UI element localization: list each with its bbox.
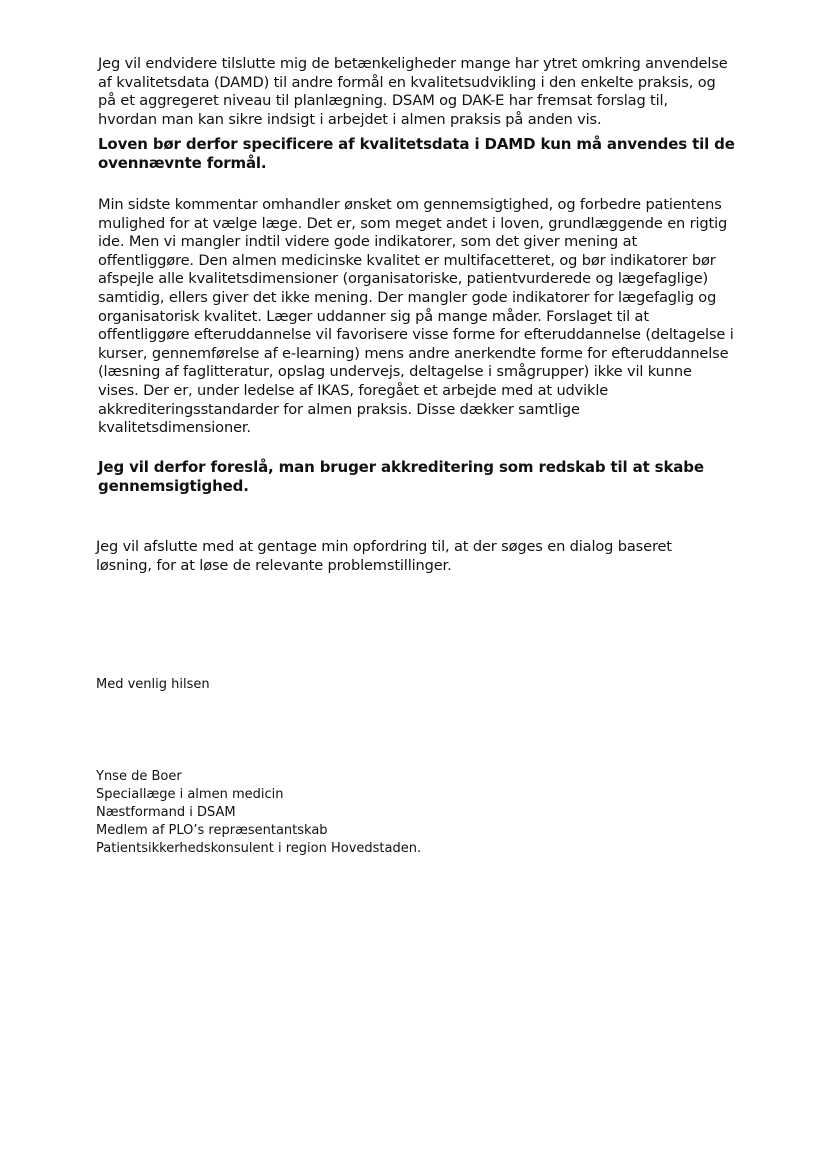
signature-block: [96, 768, 421, 858]
signer-membership: Medlem af PLO’s repræsentantskab: [96, 823, 328, 838]
signer-title: Speciallæge i almen medicin: [96, 787, 284, 802]
emphasis-law-specification: [98, 135, 758, 173]
text-line: vises. Der er, under ledelse af IKAS, foregået et arbejde med at udvikle: [98, 381, 609, 399]
emphasis-accreditation-proposal: [98, 458, 758, 496]
paragraph-transparency: [98, 196, 758, 438]
text-line: samtidig, ellers giver det ikke mening. Der mangler gode indikatorer for lægefaglig og: [98, 288, 717, 306]
text-line: akkrediteringsstandarder for almen praksis. Disse dækker samtlige: [98, 400, 580, 418]
text-line: kurser, gennemførelse af e-learning) mens andre anerkendte forme for efteruddannelse: [98, 344, 729, 362]
closing-greeting: [96, 676, 210, 694]
text-line: mulighed for at vælge læge. Det er, som meget andet i loven, grundlæggende en rigtig: [98, 214, 728, 232]
text-line: gennemsigtighed.: [98, 477, 249, 495]
text-line: Med venlig hilsen: [96, 677, 210, 692]
text-line: Loven bør derfor specificere af kvalitetsdata i DAMD kun må anvendes til de: [98, 135, 735, 153]
text-line: ovennævnte formål.: [98, 154, 267, 172]
text-line: ide. Men vi mangler indtil videre gode indikatorer, som det giver mening at: [98, 233, 638, 251]
signer-role: Næstformand i DSAM: [96, 805, 236, 820]
text-line: kvalitetsdimensioner.: [98, 419, 251, 437]
text-line: afspejle alle kvalitetsdimensioner (organisatoriske, patientvurderede og lægefaglige): [98, 270, 709, 288]
text-line: på et aggregeret niveau til planlægning. DSAM og DAK-E har fremsat forslag til,: [98, 92, 668, 110]
text-line: offentliggøre efteruddannelse vil favorisere visse forme for efteruddannelse (deltagelse i: [98, 326, 734, 344]
text-line: organisatorisk kvalitet. Læger uddanner sig på mange måder. Forslaget til at: [98, 307, 649, 325]
text-line: af kvalitetsdata (DAMD) til andre formål en kvalitetsudvikling i den enkelte praksis, og: [98, 73, 716, 91]
text-line: Jeg vil afslutte med at gentage min opfordring til, at der søges en dialog baseret: [96, 538, 672, 555]
text-line: offentliggøre. Den almen medicinske kvalitet er multifacetteret, og bør indikatorer bør: [98, 251, 716, 269]
text-line: (læsning af faglitteratur, opslag undervejs, deltagelse i smågrupper) ikke vil kunne: [98, 363, 692, 381]
signer-name: Ynse de Boer: [96, 769, 182, 784]
paragraph-dialog-request: [96, 538, 756, 575]
text-line: Min sidste kommentar omhandler ønsket om gennemsigtighed, og forbedre patientens: [98, 196, 722, 213]
text-line: løsning, for at løse de relevante problemstillinger.: [96, 556, 452, 574]
text-line: Jeg vil derfor foreslå, man bruger akkreditering som redskab til at skabe: [98, 458, 704, 476]
text-line: Jeg vil endvidere tilslutte mig de betænkeligheder mange har ytret omkring anvendelse: [98, 55, 728, 72]
paragraph-data-use-concerns: [98, 55, 758, 129]
text-line: hvordan man kan sikre indsigt i arbejdet i almen praksis på anden vis.: [98, 110, 602, 128]
signer-position: Patientsikkerhedskonsulent i region Hovedstaden.: [96, 841, 422, 856]
